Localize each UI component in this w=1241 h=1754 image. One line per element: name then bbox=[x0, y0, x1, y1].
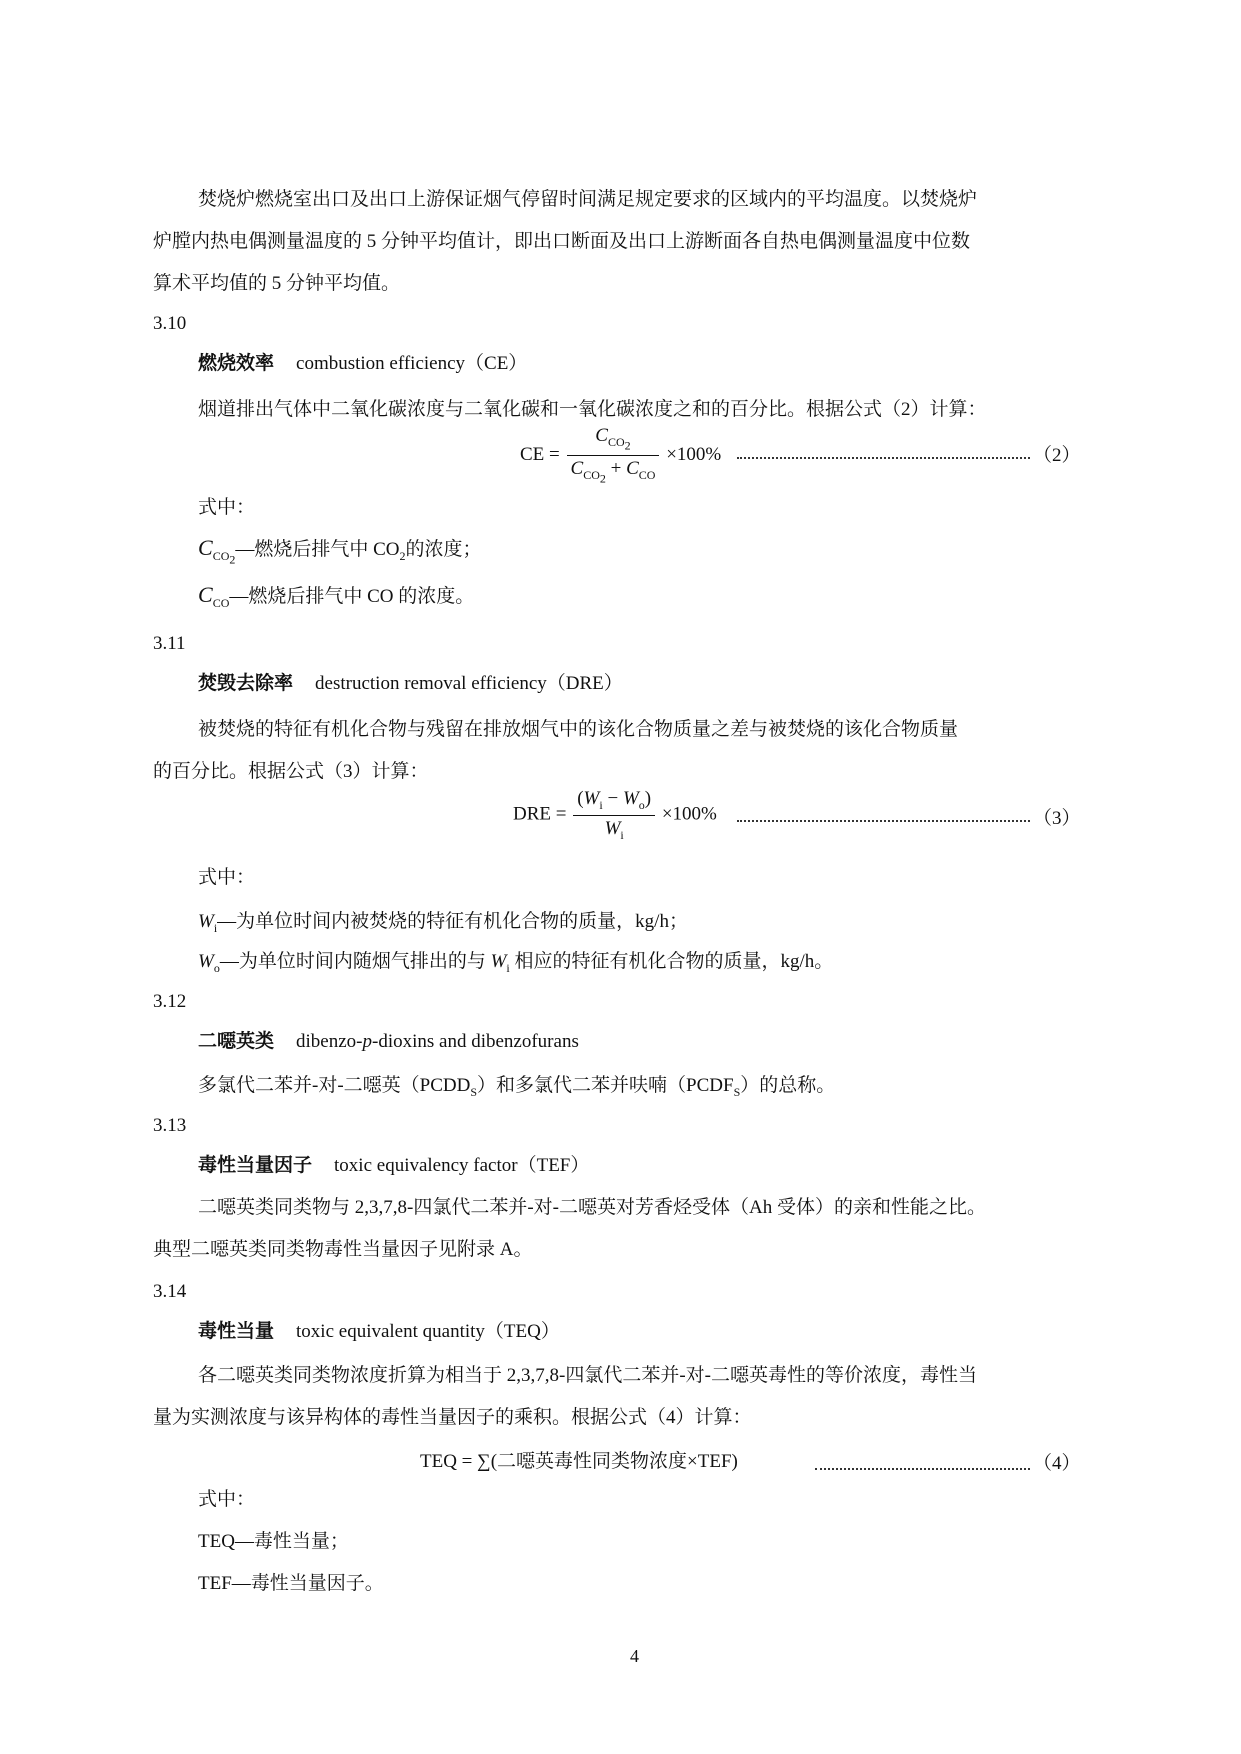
where-label: 式中： bbox=[198, 867, 256, 888]
formula-number: （4） bbox=[1033, 1453, 1081, 1474]
leader-dots bbox=[815, 1466, 1030, 1470]
term-en: toxic equivalent quantity（TEQ） bbox=[296, 1321, 560, 1342]
where-label: 式中： bbox=[198, 1489, 256, 1510]
term-heading bbox=[198, 1320, 560, 1344]
where-label: 式中： bbox=[198, 497, 256, 518]
variable-line: $W_i—$为单位时间内被焚烧的特征有机化合物的质量，kg/h； bbox=[198, 911, 688, 935]
definition-text: 二噁英类同类物与 2,3,7,8-四氯代二苯并-对-二噁英对芳香烃受体（Ah 受体）的亲和性能之比。 bbox=[198, 1197, 986, 1218]
term-en: dibenzo-p-dioxins and dibenzofurans bbox=[296, 1031, 579, 1052]
leader-dots bbox=[737, 818, 1030, 822]
paragraph-line: 炉膛内热电偶测量温度的 5 分钟平均值计，即出口断面及出口上游断面各自热电偶测量温度中位数 bbox=[153, 231, 971, 252]
term-heading bbox=[198, 1030, 579, 1054]
formula-ce bbox=[520, 425, 721, 486]
definition-text: 的百分比。根据公式（3）计算： bbox=[153, 761, 429, 782]
term-heading bbox=[198, 672, 623, 696]
variable-line: $C_{CO}—$燃烧后排气中 CO 的浓度。 bbox=[198, 582, 475, 610]
definition-text: 各二噁英类同类物浓度折算为相当于 2,3,7,8-四氯代二苯并-对-二噁英毒性的等价浓度，毒性当 bbox=[198, 1365, 977, 1386]
formula-fraction: $\frac{C_{CO_2}}{C_{CO_2} + C_{CO}}$ bbox=[567, 425, 660, 486]
formula-number: （2） bbox=[1033, 445, 1081, 466]
variable-line: $C_{CO_2}—$燃烧后排气中 $CO_2$的浓度； bbox=[198, 535, 482, 567]
term-en: toxic equivalency factor（TEF） bbox=[334, 1155, 590, 1176]
definition-text: 被焚烧的特征有机化合物与残留在排放烟气中的该化合物质量之差与被焚烧的该化合物质量 bbox=[198, 719, 959, 740]
term-cn: 毒性当量 bbox=[198, 1321, 275, 1342]
paragraph-line: 焚烧炉燃烧室出口及出口上游保证烟气停留时间满足规定要求的区域内的平均温度。以焚烧炉 bbox=[198, 189, 978, 210]
section-number: 3.10 bbox=[153, 313, 187, 334]
term-cn: 燃烧效率 bbox=[198, 353, 275, 374]
variable-line: TEF—毒性当量因子。 bbox=[198, 1573, 384, 1594]
term-cn: 二噁英类 bbox=[198, 1031, 275, 1052]
page-number: 4 bbox=[630, 1646, 639, 1666]
definition-text: 多氯代二苯并-对-二噁英$(PCDD_S)$和多氯代二苯并呋喃$(PCDF_S)$的总称。 bbox=[198, 1075, 836, 1099]
formula-teq: TEQ = ∑(二噁英毒性同类物浓度×TEF) bbox=[420, 1451, 738, 1472]
definition-text: 量为实测浓度与该异构体的毒性当量因子的乘积。根据公式（4）计算： bbox=[153, 1407, 752, 1428]
leader-dots bbox=[737, 455, 1030, 459]
formula-number: （3） bbox=[1033, 808, 1081, 829]
section-number: 3.12 bbox=[153, 991, 187, 1012]
formula-percent: ×100% bbox=[666, 444, 722, 466]
variable-line: $W_o—$为单位时间内随烟气排出的与 $W_i$ 相应的特征有机化合物的质量，kg/h。 bbox=[198, 951, 834, 975]
paragraph-line: 算术平均值的 5 分钟平均值。 bbox=[153, 273, 401, 294]
term-en: combustion efficiency（CE） bbox=[296, 353, 528, 374]
definition-text: 典型二噁英类同类物毒性当量因子见附录 A。 bbox=[153, 1239, 533, 1260]
term-en: destruction removal efficiency（DRE） bbox=[315, 673, 623, 694]
formula-percent: ×100% bbox=[661, 803, 717, 825]
formula-lhs: DRE = bbox=[513, 803, 567, 825]
section-number: 3.14 bbox=[153, 1281, 187, 1302]
definition-text: 烟道排出气体中二氧化碳浓度与二氧化碳和一氧化碳浓度之和的百分比。根据公式（2）计算： bbox=[198, 399, 987, 420]
formula-fraction: $\frac{(W_i - W_o)}{W_i}$ bbox=[573, 788, 655, 843]
term-heading bbox=[198, 352, 527, 376]
formula-lhs: CE = bbox=[520, 444, 560, 466]
term-cn: 毒性当量因子 bbox=[198, 1155, 313, 1176]
term-cn: 焚毁去除率 bbox=[198, 673, 294, 694]
section-number: 3.11 bbox=[153, 633, 186, 654]
term-heading bbox=[198, 1154, 589, 1178]
variable-line: TEQ—毒性当量； bbox=[198, 1531, 349, 1552]
section-number: 3.13 bbox=[153, 1115, 187, 1136]
formula-dre bbox=[513, 788, 717, 843]
